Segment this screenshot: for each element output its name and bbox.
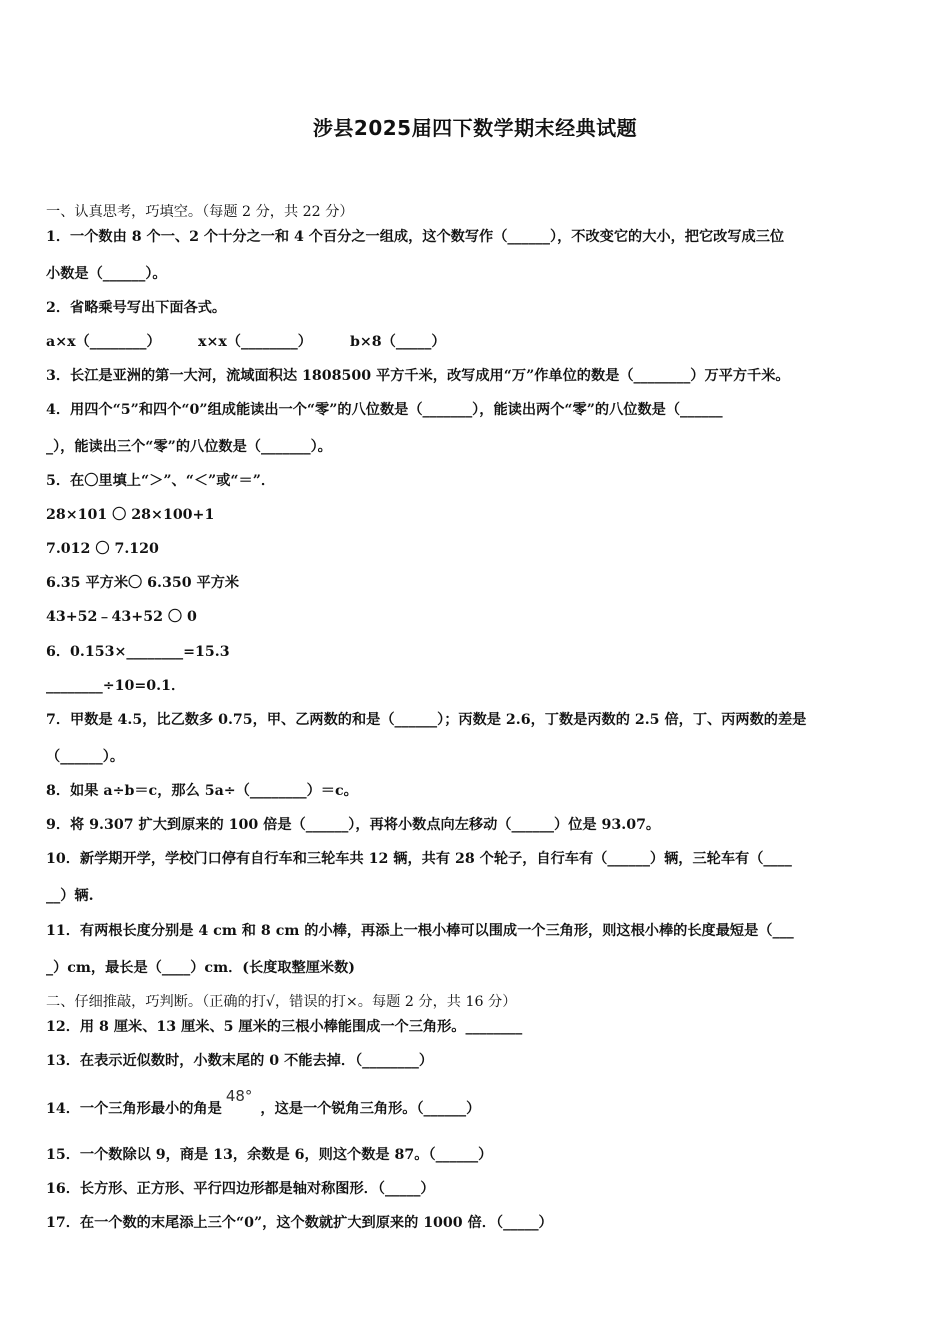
question-16: 16．长方形、正方形、平行四边形都是轴对称图形．（_____） [46, 1181, 435, 1197]
question-5-item-3: 6.35 平方米〇 6.350 平方米 [46, 575, 240, 591]
question-2-item-2: x×x（________） [198, 334, 312, 350]
question-14-text-b: ，这是一个锐角三角形。（______） [260, 1101, 481, 1117]
question-1-line-2: 小数是（______）。 [46, 266, 167, 282]
question-6-line-1: 6．0.153×________=15.3 [46, 644, 230, 660]
section-1-heading: 一、认真思考，巧填空。（每题 2 分，共 22 分） [46, 204, 354, 220]
question-5: 5．在〇里填上“＞”、“＜”或“＝”． [46, 473, 276, 489]
question-10-line-1: 10．新学期开学，学校门口停有自行车和三轮车共 12 辆，共有 28 个轮子，自行车有（______）辆，三轮车有（____ [46, 851, 792, 867]
question-1-line-1: 1．一个数由 8 个一、2 个十分之一和 4 个百分之一组成，这个数写作（______），不改变它的大小，把它改写成三位 [46, 229, 785, 245]
question-14-text-a: 14．一个三角形最小的角是 [46, 1101, 222, 1117]
question-15: 15．一个数除以 9，商是 13，余数是 6，则这个数是 87。（______） [46, 1147, 493, 1163]
question-5-item-2: 7.012 〇 7.120 [46, 541, 159, 557]
question-7-line-2: （______）。 [46, 749, 125, 765]
page-title: 涉县2025届四下数学期末经典试题 [312, 116, 638, 140]
question-2-item-1: a×x（________） [46, 334, 161, 350]
section-2-heading: 二、仔细推敲，巧判断。（正确的打√，错误的打×。每题 2 分，共 16 分） [46, 994, 517, 1010]
question-17: 17．在一个数的末尾添上三个“0”，这个数就扩大到原来的 1000 倍．（_____） [46, 1215, 553, 1231]
question-2-items [46, 333, 446, 351]
question-2-item-3: b×8（_____） [350, 334, 446, 350]
question-5-item-1: 28×101 〇 28×100+1 [46, 507, 215, 523]
question-4-line-1: 4．用四个“5”和四个“0”组成能读出一个“零”的八位数是（_______），能读出两个“零”的八位数是（______ [46, 402, 723, 418]
question-8: 8．如果 a÷b＝c，那么 5a÷（________）＝c。 [46, 783, 358, 799]
question-13: 13．在表示近似数时，小数末尾的 0 不能去掉．（________） [46, 1053, 434, 1069]
question-7-line-1: 7．甲数是 4.5，比乙数多 0.75，甲、乙两数的和是（______）；丙数是 2.6，丁数是丙数的 2.5 倍，丁、丙两数的差是 [46, 712, 807, 728]
question-11-line-1: 11．有两根长度分别是 4 cm 和 8 cm 的小棒，再添上一根小棒可以围成一个三角形，则这根小棒的长度最短是（___ [46, 923, 794, 939]
question-3: 3．长江是亚洲的第一大河，流域面积达 1808500 平方千米，改写成用“万”作单位的数是（________）万平方千米。 [46, 368, 790, 384]
question-6-line-2: ________÷10=0.1． [46, 678, 186, 694]
question-5-item-4: 43+52﹣43+52 〇 0 [46, 609, 197, 625]
question-14-angle: 48° [225, 1087, 253, 1105]
question-11-line-2: _）cm，最长是（____）cm．(长度取整厘米数) [46, 960, 356, 976]
question-9: 9．将 9.307 扩大到原来的 100 倍是（______），再将小数点向左移动（______）位是 93.07。 [46, 817, 661, 833]
question-10-line-2: __）辆. [46, 888, 94, 904]
question-12: 12．用 8 厘米、13 厘米、5 厘米的三根小棒能围成一个三角形。________ [46, 1019, 523, 1035]
question-4-line-2: _），能读出三个“零”的八位数是（_______）。 [46, 439, 332, 455]
question-14 [46, 1087, 481, 1118]
question-2: 2．省略乘号写出下面各式。 [46, 300, 227, 316]
